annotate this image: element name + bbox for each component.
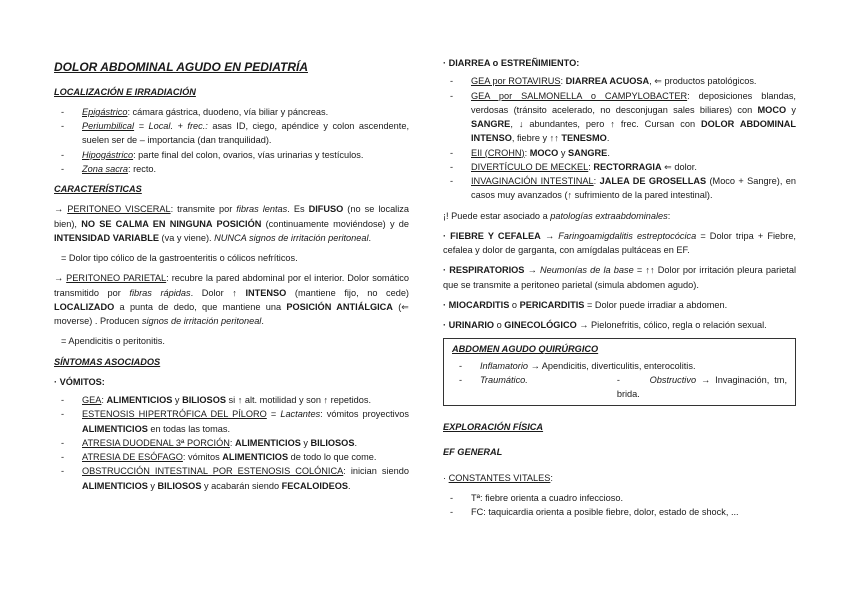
quirurgico-box [443,338,796,406]
vomitos-label: · VÓMITOS: [54,376,105,387]
page-title: DOLOR ABDOMINAL AGUDO EN PEDIATRÍA [54,60,308,74]
list-item: - Tª: fiebre orienta a cuadro infeccioso. [443,491,796,505]
vomitos-list [54,393,409,493]
right-column [443,56,796,526]
section-heading-caracteristicas: CARACTERÍSTICAS [54,184,142,195]
list-item: - FC: taquicardia orienta a posible fiebre, dolor, estado de shock, ... [443,505,796,519]
traumatico-label: - Traumático. [480,374,528,385]
localizacion-list [54,105,409,176]
list-item: - GEA: ALIMENTICIOS y BILIOSOS si ↑ alt. motilidad y son ↑ repetidos. [54,393,409,407]
list-item: - INVAGINACIÓN INTESTINAL: JALEA DE GROSELLAS (Moco + Sangre), en casos muy avanzados (↑ sufrimiento de la pared intestinal). [443,174,796,203]
list-item: - Zona sacra: recto. [54,162,409,176]
list-item: - ATRESIA DE ESÓFAGO: vómitos ALIMENTICIOS de todo lo que come. [54,450,409,464]
list-item: - Periumbilical = Local. + frec.: asas ID, ciego, apéndice y colon ascendente, suelen ser de – importancia (dan tranquilidad). [54,119,409,148]
quirurgico-list [452,359,787,402]
left-column [54,58,409,499]
list-item: - ESTENOSIS HIPERTRÓFICA DEL PÍLORO = Lactantes: vómitos proyectivos ALIMENTICIOS en todas las tomas. [54,407,409,436]
peritoneo-parietal-paragraph: → PERITONEO PARIETAL: recubre la pared abdominal por el interior. Dolor somático transmitido por fibras rápidas. Dolor ↑ INTENSO (mantiene fijo, no cede) LOCALIZADO a punta de dedo, que mantiene una POSICIÓN ANTIÁLGICA (⇐ moverse) . Producen signos de irritación peritoneal. [54,273,410,327]
respiratorios-paragraph: · RESPIRATORIOS → Neumonías de la base = ↑↑ Dolor por irritación pleura parietal que se transmite a peritoneo parietal (simula abdomen agudo). [443,265,797,290]
list-item [452,373,787,402]
section-heading-exploracion: EXPLORACIÓN FÍSICA [443,422,544,433]
list-item: - GEA por ROTAVIRUS: DIARREA ACUOSA, ⇐ productos patológicos. [443,74,796,88]
section-heading-localizacion: LOCALIZACIÓN E IRRADIACIÓN [54,86,196,97]
constantes-list [443,491,796,520]
fiebre-paragraph: · FIEBRE Y CEFALEA → Faringoamigdalitis estreptocócica = Dolor tripa + Fiebre, cefalea y dolor de garganta, con amígdalas pultáceas en EF. [443,230,796,255]
obstructivo-item: - Obstructivo → Invaginación, tm, brida. [616,374,788,399]
list-item: - GEA por SALMONELLA o CAMPYLOBACTER: deposiciones blandas, verdosas (tránsito acelerado, no desconjugan sales biliares) con MOCO y SANGRE, ↓ abundantes, pero ↑ frec. Cursan con DOLOR ABDOMINAL INTENSO, fiebre y ↑↑ TENESMO. [443,89,796,146]
ef-general-heading: EF GENERAL [443,446,503,457]
constantes-label: · CONSTANTES VITALES: [443,472,553,483]
list-item: - Epigástrico: cámara gástrica, duodeno, vía biliar y páncreas. [54,105,409,119]
list-item: - Hipogástrico: parte final del colon, ovarios, vías urinarias y testículos. [54,148,409,162]
diarrea-list [443,74,796,202]
extraabdominal-intro: ¡! Puede estar asociado a patologías extraabdominales: [443,210,671,221]
list-item: - DIVERTÍCULO DE MECKEL: RECTORRAGIA ⇐ dolor. [443,160,796,174]
visceral-note: = Dolor tipo cólico de la gastroenteritis o cólicos nefríticos. [61,253,298,264]
parietal-note: = Apendicitis o peritonitis. [61,336,165,347]
list-item: - Inflamatorio → Apendicitis, diverticulitis, enterocolitis. [452,359,787,373]
list-item: - ATRESIA DUODENAL 3ª PORCIÓN: ALIMENTICIOS y BILIOSOS. [54,436,409,450]
urinario-paragraph: · URINARIO o GINECOLÓGICO → Pielonefritis, cólico, regla o relación sexual. [443,320,767,330]
list-item: - EII (CROHN): MOCO y SANGRE. [443,146,796,160]
miocarditis-paragraph: · MIOCARDITIS o PERICARDITIS = Dolor puede irradiar a abdomen. [443,299,728,310]
list-item: - OBSTRUCCIÓN INTESTINAL POR ESTENOSIS COLÓNICA: inician siendo ALIMENTICIOS y BILIOSOS y acabarán siendo FECALOIDEOS. [54,464,409,493]
quirurgico-heading: ABDOMEN AGUDO QUIRÚRGICO [452,344,599,355]
section-heading-sintomas: SÍNTOMAS ASOCIADOS [54,356,161,367]
peritoneo-visceral-paragraph: → PERITONEO VISCERAL: transmite por fibras lentas. Es DIFUSO (no se localiza bien), NO SE CALMA EN NINGUNA POSICIÓN (continuamente moviéndose) y de INTENSIDAD VARIABLE (va y viene). NUNCA signos de irritación peritoneal. [54,204,409,243]
diarrea-label: · DIARREA o ESTREÑIMIENTO: [443,58,580,68]
